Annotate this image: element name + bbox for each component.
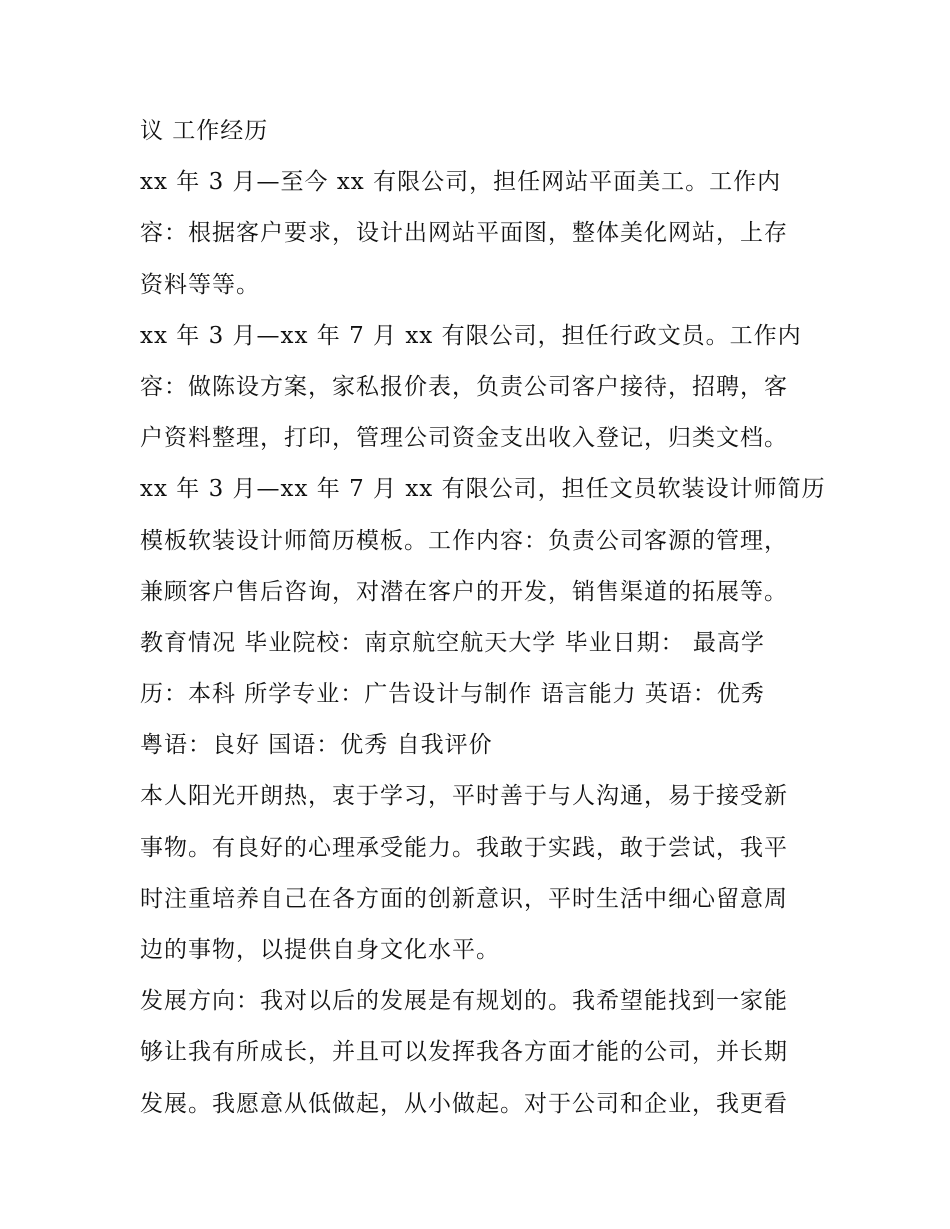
text-line-job3-duties-end: 兼顾客户售后咨询，对潜在客户的开发，销售渠道的拓展等。 — [140, 578, 788, 605]
text-line-goals-1: 发展方向：我对以后的发展是有规划的。我希望能找到一家能 — [140, 988, 788, 1015]
text-line-job1-duties: 容：根据客户要求，设计出网站平面图，整体美化网站，上存 — [140, 220, 788, 247]
text-line-job2-duties-end: 户资料整理，打印，管理公司资金支出收入登记，归类文档。 — [140, 425, 788, 452]
text-line-job2-duties: 容：做陈设方案，家私报价表，负责公司客户接待，招聘，客 — [140, 373, 788, 400]
text-line-job3-title: xx 年 3 月—xx 年 7 月 xx 有限公司，担任文员软装设计师简历 — [140, 476, 826, 503]
text-line-job2-title: xx 年 3 月—xx 年 7 月 xx 有限公司，担任行政文员。工作内 — [140, 322, 802, 349]
text-line-goals-3: 发展。我愿意从低做起，从小做起。对于公司和企业，我更看 — [140, 1090, 788, 1117]
text-line-self-eval-2: 事物。有良好的心理承受能力。我敢于实践，敢于尝试，我平 — [140, 834, 788, 861]
text-line-self-eval-1: 本人阳光开朗热，衷于学习，平时善于与人沟通，易于接受新 — [140, 783, 788, 810]
resume-text-block — [140, 106, 826, 1130]
text-line-self-eval-4: 边的事物，以提供自身文化水平。 — [140, 937, 500, 963]
text-line-goals-2: 够让我有所成长，并且可以发挥我各方面才能的公司，并长期 — [140, 1039, 788, 1066]
text-line-job1-title: xx 年 3 月—至今 xx 有限公司，担任网站平面美工。工作内 — [140, 169, 782, 196]
text-line-degree-languages: 历：本科 所学专业：广告设计与制作 语言能力 英语：优秀 — [140, 681, 765, 708]
text-line-job1-duties-end: 资料等等。 — [140, 271, 260, 298]
text-line-work-history-heading: 议 工作经历 — [140, 118, 269, 144]
text-line-job3-duties: 模板软装设计师简历模板。工作内容：负责公司客源的管理， — [140, 527, 788, 554]
text-line-self-eval-3: 时注重培养自己在各方面的创新意识，平时生活中细心留意周 — [140, 885, 788, 912]
text-line-education: 教育情况 毕业院校：南京航空航天大学 毕业日期： 最高学 — [140, 629, 765, 656]
text-line-languages-self-eval: 粤语：良好 国语：优秀 自我评价 — [140, 732, 493, 759]
